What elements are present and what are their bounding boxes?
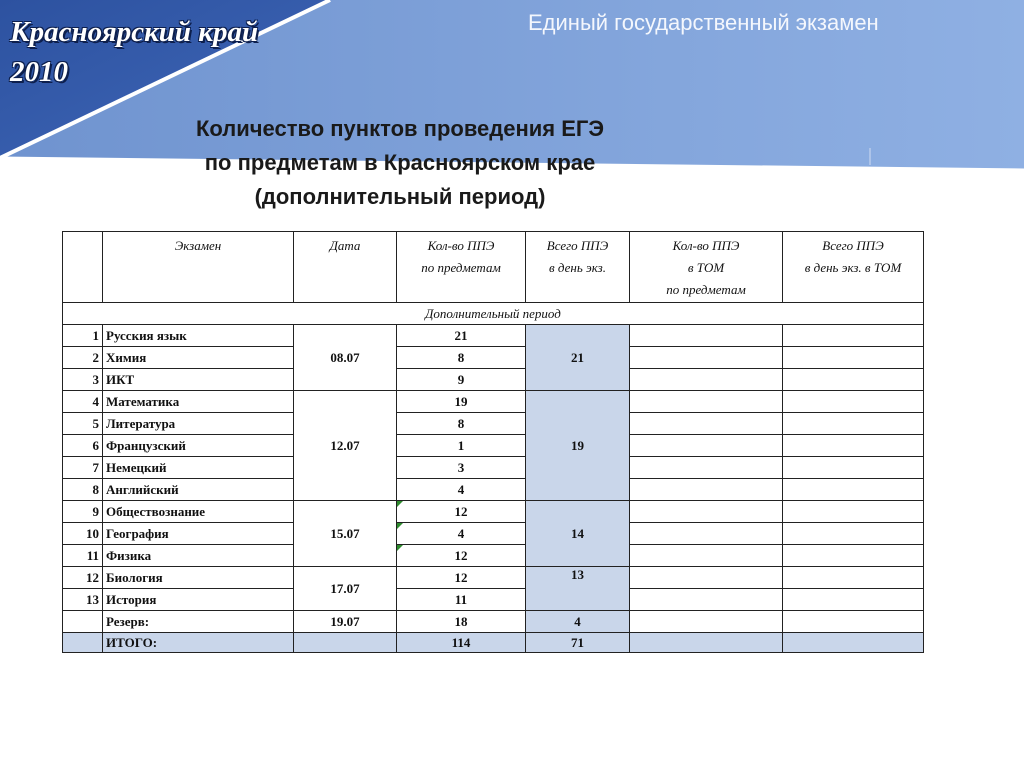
row-number: 5: [63, 413, 103, 435]
tom-count: [630, 435, 783, 457]
row-number: 10: [63, 523, 103, 545]
row-number: 11: [63, 545, 103, 567]
header-exam: Экзамен: [103, 232, 294, 303]
ppe-count: 9: [397, 369, 526, 391]
exam-date: 08.07: [294, 325, 397, 391]
slide-title: [100, 112, 700, 214]
tom-day-total: [783, 501, 924, 523]
table-row: [63, 545, 924, 567]
subject-name: Обществознание: [103, 501, 294, 523]
slide-title-line-3: (дополнительный период): [254, 184, 546, 209]
table-row: [63, 435, 924, 457]
tom-count: [630, 523, 783, 545]
row-number: 9: [63, 501, 103, 523]
table-row: [63, 413, 924, 435]
tom-day-total: [783, 567, 924, 589]
table-row: [63, 589, 924, 611]
tom-day-total: [783, 391, 924, 413]
exam-date: 12.07: [294, 391, 397, 501]
slide-title-line-2: по предметам в Красноярском крае: [204, 150, 596, 175]
subject-name: Французский: [103, 435, 294, 457]
tom-day-total: [783, 523, 924, 545]
total-tom-day: [783, 633, 924, 653]
tom-day-total: [783, 369, 924, 391]
ppe-count: 8: [397, 413, 526, 435]
total-row: [63, 633, 924, 653]
header-ppe-tom-per-day: Всего ППЭ в день экз. в ТОМ: [783, 232, 924, 303]
table-row: [63, 479, 924, 501]
tom-day-total: [783, 435, 924, 457]
table-row: [63, 391, 924, 413]
subject-name: Физика: [103, 545, 294, 567]
table-row: [63, 523, 924, 545]
header-ppe-tom-by-subject: Кол-во ППЭ в ТОМ по предметам: [630, 232, 783, 303]
header-ppe-per-day: Всего ППЭ в день экз.: [526, 232, 630, 303]
ppe-day-total: 21: [526, 325, 630, 391]
subject-name: Русския язык: [103, 325, 294, 347]
row-number: 4: [63, 391, 103, 413]
ppe-count: 19: [397, 391, 526, 413]
error-indicator-icon: [397, 545, 403, 551]
header-ppe-by-subject: Кол-во ППЭ по предметам: [397, 232, 526, 303]
row-number: 2: [63, 347, 103, 369]
exam-date: 17.07: [294, 567, 397, 611]
tom-count: [630, 369, 783, 391]
period-label: Дополнительный период: [63, 303, 924, 325]
subject-name: Биология: [103, 567, 294, 589]
tom-count: [630, 347, 783, 369]
tom-day-total: [783, 545, 924, 567]
row-number: [63, 611, 103, 633]
subject-name: Английский: [103, 479, 294, 501]
tom-count: [630, 325, 783, 347]
ppe-day-total: 13: [526, 567, 630, 611]
header-number: [63, 232, 103, 303]
row-number: 7: [63, 457, 103, 479]
ppe-count: 4: [397, 479, 526, 501]
tom-count: [630, 501, 783, 523]
tom-day-total: [783, 325, 924, 347]
ppe-count: 3: [397, 457, 526, 479]
tom-count: [630, 589, 783, 611]
ppe-count: 11: [397, 589, 526, 611]
error-indicator-icon: [397, 501, 403, 507]
tom-day-total: [783, 413, 924, 435]
tom-count: [630, 611, 783, 633]
exam-date: 19.07: [294, 611, 397, 633]
tom-day-total: [783, 611, 924, 633]
subject-name: Химия: [103, 347, 294, 369]
ege-title: Единый государственный экзамен: [528, 10, 879, 35]
exam-points-table: [62, 231, 924, 653]
tom-day-total: [783, 457, 924, 479]
row-number: 1: [63, 325, 103, 347]
tom-count: [630, 391, 783, 413]
table-row: [63, 325, 924, 347]
row-number: 6: [63, 435, 103, 457]
total-ppe-count: 114: [397, 633, 526, 653]
ppe-count: 18: [397, 611, 526, 633]
table-row: [63, 369, 924, 391]
row-number: 12: [63, 567, 103, 589]
subject-name: ИКТ: [103, 369, 294, 391]
tom-count: [630, 479, 783, 501]
tom-count: [630, 545, 783, 567]
table-row: [63, 501, 924, 523]
ppe-count: 12: [397, 545, 526, 567]
total-ppe-day: 71: [526, 633, 630, 653]
total-number: [63, 633, 103, 653]
region-title: [10, 12, 258, 92]
region-name: Красноярский край: [10, 16, 259, 48]
region-year: 2010: [10, 56, 68, 88]
total-tom-count: [630, 633, 783, 653]
ppe-day-total: 4: [526, 611, 630, 633]
table-row: [63, 611, 924, 633]
tom-day-total: [783, 589, 924, 611]
total-date: [294, 633, 397, 653]
period-row: [63, 303, 924, 325]
subject-name: Немецкий: [103, 457, 294, 479]
tom-count: [630, 413, 783, 435]
tom-day-total: [783, 347, 924, 369]
exam-date: 15.07: [294, 501, 397, 567]
table-row: [63, 347, 924, 369]
ppe-count: 8: [397, 347, 526, 369]
row-number: 8: [63, 479, 103, 501]
ppe-count: 12: [397, 501, 526, 523]
tom-count: [630, 457, 783, 479]
table-row: [63, 567, 924, 589]
slide-title-line-1: Количество пунктов проведения ЕГЭ: [195, 116, 605, 141]
ppe-count: 4: [397, 523, 526, 545]
subject-name: Литература: [103, 413, 294, 435]
error-indicator-icon: [397, 523, 403, 529]
ppe-count: 1: [397, 435, 526, 457]
ppe-count: 21: [397, 325, 526, 347]
header-date: Дата: [294, 232, 397, 303]
ppe-day-total: 19: [526, 391, 630, 501]
row-number: 13: [63, 589, 103, 611]
total-label: ИТОГО:: [103, 633, 294, 653]
ppe-count: 12: [397, 567, 526, 589]
subject-name: География: [103, 523, 294, 545]
table-row: [63, 457, 924, 479]
row-number: 3: [63, 369, 103, 391]
table-header-row: [63, 232, 924, 303]
ppe-day-total: 14: [526, 501, 630, 567]
subject-name: Математика: [103, 391, 294, 413]
tom-count: [630, 567, 783, 589]
subject-name: История: [103, 589, 294, 611]
subject-name: Резерв:: [103, 611, 294, 633]
tom-day-total: [783, 479, 924, 501]
